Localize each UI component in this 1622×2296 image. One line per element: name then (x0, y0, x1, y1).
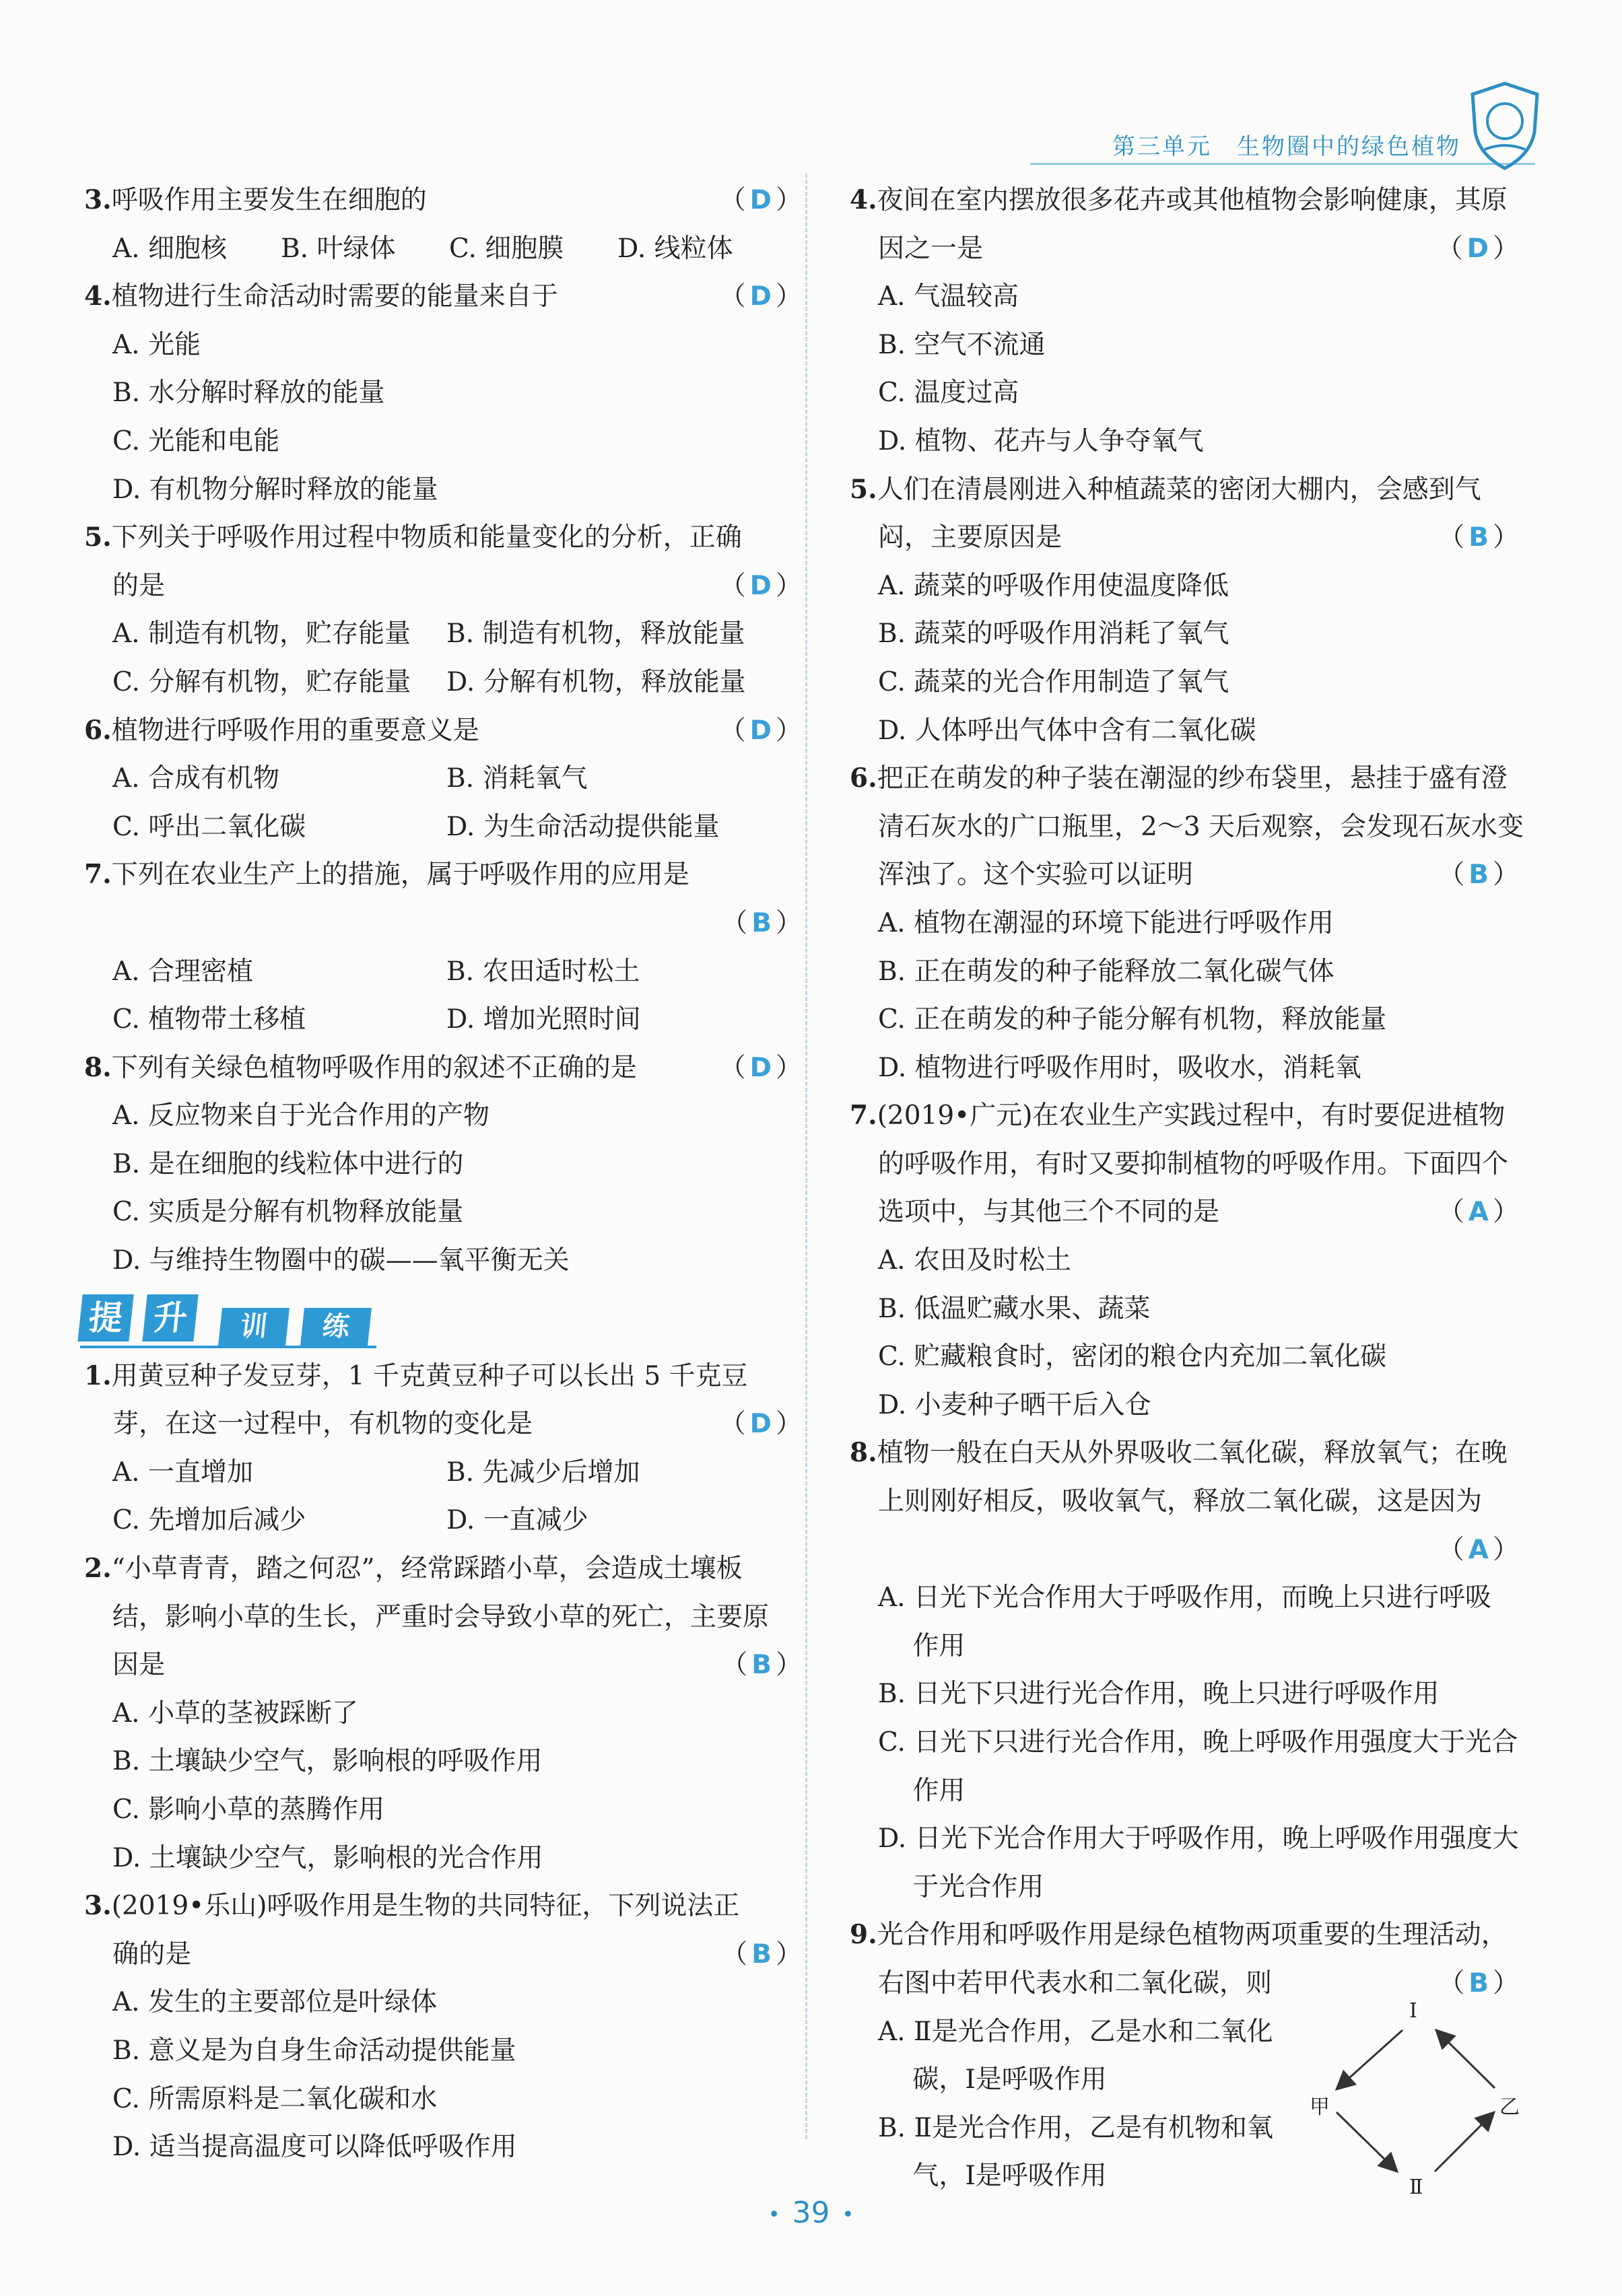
answer-bracket: （D） (719, 570, 806, 601)
answer-bracket: （D） (719, 1409, 806, 1440)
option: A. Ⅱ是光合作用，乙是水和二氧化 (878, 2016, 1273, 2047)
question-text: 植物进行生命活动时需要的能量来自于 (111, 281, 558, 312)
option: D. 小麦种子晒干后入仓 (878, 1389, 1151, 1420)
question-stem-line (84, 1545, 811, 1593)
option: C. 呼出二氧化碳 (112, 811, 306, 842)
option: A. 气温较高 (878, 281, 1019, 312)
answer-bracket: （B） (721, 1939, 806, 1970)
option: C. 温度过高 (878, 378, 1019, 409)
option: 作用 (878, 1775, 966, 1806)
page-number: • 39 • (768, 2196, 854, 2230)
answer-letter: D (749, 570, 776, 601)
question-number: 2. (84, 1553, 112, 1585)
question (84, 1044, 811, 1285)
page-header (1030, 128, 1535, 162)
options-row (84, 1449, 811, 1497)
question-text: 浑浊了。这个实验可以证明 (878, 860, 1194, 891)
options-row (84, 658, 811, 707)
answer-bracket: （D） (719, 281, 806, 312)
question-text: 闷，主要原因是 (878, 522, 1062, 553)
question-stem-line (850, 225, 1528, 273)
question-number: 4. (84, 281, 112, 312)
answer-letter: B (751, 1939, 776, 1970)
answer-bracket: （A） (1438, 1197, 1523, 1228)
question-stem-line (84, 1044, 811, 1092)
option: D. 人体呼出气体中含有二氧化碳 (878, 715, 1256, 746)
question-stem-line (850, 1092, 1528, 1140)
option: C. 蔬菜的光合作用制造了氧气 (878, 666, 1229, 697)
answer-letter: D (749, 1409, 776, 1440)
question-stem-line (850, 851, 1528, 899)
option: A. 蔬菜的呼吸作用使温度降低 (878, 570, 1229, 601)
question-number: 6. (850, 763, 877, 794)
question-text: 结，影响小草的生长，严重时会导致小草的死亡，主要原 (112, 1601, 770, 1632)
question (850, 1429, 1528, 1911)
question-text: 人们在清晨刚进入种植蔬菜的密闭大棚内，会感到气 (877, 474, 1481, 505)
answer-letter: B (1468, 522, 1493, 553)
question-text: 因是 (112, 1650, 166, 1681)
question-number: 3. (84, 184, 112, 215)
option: A. 细胞核 (112, 233, 227, 264)
question-text: 把正在萌发的种子装在潮湿的纱布袋里，悬挂于盛有澄 (877, 763, 1508, 794)
option: C. 先增加后减少 (112, 1505, 306, 1536)
question-stem-line (84, 176, 811, 225)
answer-bracket: （B） (1438, 522, 1523, 553)
option: B. 先减少后增加 (446, 1457, 640, 1488)
answer-letter: D (749, 1052, 776, 1083)
question-text: 植物一般在白天从外界吸收二氧化碳，释放氧气；在晚 (877, 1438, 1508, 1469)
question-stem-line (84, 273, 811, 321)
option: C. 所需原料是二氧化碳和水 (112, 2083, 438, 2114)
cycle-arrows-icon (1303, 1999, 1525, 2201)
question (84, 514, 811, 706)
question-number: 5. (850, 473, 877, 505)
question-stem-line (84, 1400, 811, 1449)
answer-letter: D (749, 185, 776, 215)
question-text: 呼吸作用主要发生在细胞的 (111, 185, 427, 215)
diagram-label-left: 甲 (1310, 2095, 1330, 2119)
option: 碳，Ⅰ是呼吸作用 (878, 2064, 1107, 2095)
question-text: 上则刚好相反，吸收氧气，释放二氧化碳，这是因为 (878, 1486, 1483, 1517)
question-text: (2019•广元)在农业生产实践过程中，有时要促进植物 (877, 1101, 1506, 1132)
page-number-text: 39 (792, 2196, 830, 2230)
option: D. 为生命活动提供能量 (446, 811, 720, 842)
question-number: 7. (84, 859, 112, 891)
question (84, 851, 811, 1043)
answer-bracket: （B） (721, 907, 806, 938)
question (84, 1882, 811, 2171)
unit-title: 第三单元 生物圈中的绿色植物 (1112, 133, 1461, 160)
question-stem-line (84, 1593, 811, 1642)
question-stem-line (850, 176, 1528, 225)
answer-bracket: （B） (1438, 860, 1523, 891)
answer-letter: D (1466, 233, 1493, 264)
question-stem-line (850, 1429, 1528, 1477)
question-text: 右图中若甲代表水和二氧化碳，则 (878, 1968, 1273, 1998)
option: A. 反应物来自于光合作用的产物 (112, 1101, 489, 1132)
question-text: 下列有关绿色植物呼吸作用的叙述不正确的是 (111, 1052, 637, 1083)
option: B. 正在萌发的种子能释放二氧化碳气体 (878, 956, 1334, 987)
question-stem-line (84, 1352, 811, 1401)
option: D. 一直减少 (446, 1505, 588, 1536)
answer-bracket: （D） (719, 1052, 806, 1083)
option: B. 空气不流通 (878, 329, 1046, 360)
option: B. 土壤缺少空气，影响根的呼吸作用 (112, 1746, 543, 1777)
photosynthesis-respiration-diagram (1303, 1999, 1525, 2201)
answer-bracket: （D） (719, 715, 806, 746)
option: 于光合作用 (878, 1871, 1044, 1902)
option: D. 增加光照时间 (446, 1004, 641, 1035)
answer-letter: D (749, 715, 776, 746)
option: A. 光能 (112, 329, 201, 360)
question-text: 确的是 (112, 1939, 192, 1970)
question-text: “小草青青，踏之何忍”，经常踩踏小草，会造成土壤板 (111, 1554, 743, 1585)
option: C. 日光下只进行光合作用，晚上呼吸作用强度大于光合 (878, 1727, 1518, 1758)
options-row (84, 610, 811, 658)
answer-bracket: （B） (721, 1650, 806, 1681)
option: 作用 (878, 1630, 966, 1661)
option: B. 制造有机物，释放能量 (446, 619, 745, 650)
option: D. 土壤缺少空气，影响根的光合作用 (112, 1842, 543, 1873)
question-stem-line (850, 755, 1528, 803)
question-stem-line (850, 1140, 1528, 1189)
question-number: 6. (84, 714, 112, 746)
question (850, 1092, 1528, 1429)
question (84, 1352, 811, 1545)
option: B. 蔬菜的呼吸作用消耗了氧气 (878, 619, 1229, 650)
question-text: 选项中，与其他三个不同的是 (878, 1197, 1220, 1228)
option: D. 与维持生物圈中的碳——氧平衡无关 (112, 1245, 570, 1276)
option: C. 细胞膜 (449, 233, 564, 264)
section-badge: 升 (142, 1294, 198, 1342)
answer-letter: B (751, 1650, 776, 1681)
options-row (84, 755, 811, 803)
question-text: 植物进行呼吸作用的重要意义是 (111, 715, 479, 746)
answer-letter: A (1468, 1534, 1493, 1565)
section-badge: 训 (218, 1308, 290, 1346)
question-number: 1. (84, 1360, 112, 1391)
question-text: 下列在农业生产上的措施，属于呼吸作用的应用是 (111, 860, 689, 891)
question-stem-line (84, 1930, 811, 1979)
option: C. 正在萌发的种子能分解有机物，释放能量 (878, 1004, 1387, 1035)
question-stem-line (84, 851, 811, 899)
answer-bracket: （A） (1438, 1534, 1523, 1565)
diagram-label-right: 乙 (1499, 2095, 1520, 2119)
question-stem-line (84, 899, 811, 948)
question-number: 8. (84, 1051, 112, 1083)
answer-bracket: （D） (1436, 233, 1523, 264)
option: D. 线粒体 (617, 233, 733, 264)
section-rule (80, 1346, 376, 1348)
answer-letter: B (1468, 860, 1493, 891)
question-stem-line (850, 1477, 1528, 1526)
left-column (84, 176, 811, 2171)
option: D. 植物、花卉与人争夺氧气 (878, 425, 1204, 456)
options-row (84, 225, 811, 273)
question (850, 755, 1528, 1092)
answer-letter: B (751, 907, 776, 938)
header-rule (1030, 163, 1535, 165)
shield-logo-icon (1464, 79, 1545, 174)
question-text: 光合作用和呼吸作用是绿色植物两项重要的生理活动， (877, 1920, 1508, 1951)
question-text: 夜间在室内摆放很多花卉或其他植物会影响健康，其原 (877, 185, 1508, 215)
question (850, 466, 1528, 755)
question-stem-line (84, 707, 811, 755)
question-stem-line (84, 562, 811, 611)
diagram-label-bottom: Ⅱ (1409, 2176, 1423, 2199)
option: B. 叶绿体 (281, 233, 396, 264)
diagram-label-top: Ⅰ (1409, 1999, 1417, 2023)
question-text: 因之一是 (878, 233, 984, 264)
option: B. 消耗氧气 (446, 763, 588, 794)
question-text: 的呼吸作用，有时又要抑制植物的呼吸作用。下面四个 (878, 1148, 1509, 1179)
option: D. 有机物分解时释放的能量 (112, 474, 438, 505)
question-number: 4. (850, 184, 877, 215)
option: C. 光能和电能 (112, 425, 280, 456)
option: A. 制造有机物，贮存能量 (112, 619, 411, 650)
question-text: 芽，在这一过程中，有机物的变化是 (112, 1409, 533, 1440)
option: A. 一直增加 (112, 1457, 253, 1488)
option: C. 影响小草的蒸腾作用 (112, 1795, 385, 1825)
option: A. 农田及时松土 (878, 1245, 1071, 1276)
question-text: (2019•乐山)呼吸作用是生物的共同特征，下列说法正 (111, 1891, 740, 1922)
option: B. 水分解时释放的能量 (112, 378, 385, 409)
question-stem-line (850, 1526, 1528, 1574)
option: D. 适当提高温度可以降低呼吸作用 (112, 2132, 517, 2163)
section-title-improvement (80, 1285, 811, 1352)
option: C. 分解有机物，贮存能量 (112, 666, 411, 697)
question-number: 5. (84, 522, 112, 553)
option: A. 发生的主要部位是叶绿体 (112, 1987, 437, 2018)
option: A. 合理密植 (112, 956, 253, 987)
answer-letter: D (749, 281, 776, 312)
question (84, 707, 811, 851)
option: C. 植物带土移植 (112, 1004, 306, 1035)
question-stem-line (84, 1641, 811, 1690)
options-row (84, 803, 811, 851)
question (84, 1545, 811, 1882)
question-number: 3. (84, 1890, 112, 1922)
question-stem-line (84, 514, 811, 562)
answer-letter: B (1468, 1968, 1493, 1998)
section-badge: 练 (300, 1308, 372, 1346)
question-stem-line (850, 1188, 1528, 1237)
answer-bracket: （B） (1438, 1968, 1523, 1998)
option: C. 贮藏粮食时，密闭的粮仓内充加二氧化碳 (878, 1342, 1387, 1372)
option: 气，Ⅰ是呼吸作用 (878, 2161, 1107, 2192)
options-row (84, 948, 811, 996)
question-stem-line (850, 803, 1528, 851)
option: B. 是在细胞的线粒体中进行的 (112, 1148, 464, 1179)
question-number: 7. (850, 1100, 877, 1132)
question (84, 273, 811, 514)
question-text: 清石灰水的广口瓶里，2～3 天后观察，会发现石灰水变 (878, 811, 1524, 842)
question-stem-line (84, 1882, 811, 1930)
option: A. 日光下光合作用大于呼吸作用，而晚上只进行呼吸 (878, 1582, 1491, 1613)
question-number: 9. (850, 1919, 877, 1951)
option: A. 植物在潮湿的环境下能进行呼吸作用 (878, 907, 1334, 938)
question (84, 176, 811, 273)
option: A. 合成有机物 (112, 763, 279, 794)
option: C. 实质是分解有机物释放能量 (112, 1197, 464, 1228)
question-text: 下列关于呼吸作用过程中物质和能量变化的分析，正确 (111, 522, 742, 553)
option: B. 意义是为自身生命活动提供能量 (112, 2035, 516, 2066)
option: B. Ⅱ是光合作用，乙是有机物和氧 (878, 2112, 1273, 2143)
question-number: 8. (850, 1437, 877, 1469)
right-column (850, 176, 1528, 2200)
answer-bracket: （D） (719, 185, 806, 215)
options-row (84, 996, 811, 1044)
option: D. 日光下光合作用大于呼吸作用，晚上呼吸作用强度大 (878, 1823, 1519, 1854)
section-badge: 提 (77, 1294, 133, 1342)
question-stem-line (850, 466, 1528, 514)
question-stem-line (850, 1911, 1528, 1959)
question-text: 用黄豆种子发豆芽，1 千克黄豆种子可以长出 5 千克豆 (111, 1360, 748, 1391)
option: B. 低温贮藏水果、蔬菜 (878, 1293, 1151, 1324)
answer-letter: A (1468, 1197, 1493, 1228)
option: D. 植物进行呼吸作用时，吸收水，消耗氧 (878, 1052, 1361, 1083)
question-stem-line (850, 514, 1528, 562)
question (850, 176, 1528, 466)
options-row (84, 1496, 811, 1545)
question-text: 的是 (112, 570, 166, 601)
option: B. 农田适时松土 (446, 956, 640, 987)
option: B. 日光下只进行光合作用，晚上只进行呼吸作用 (878, 1679, 1440, 1710)
option: A. 小草的茎被踩断了 (112, 1698, 358, 1729)
option: D. 分解有机物，释放能量 (446, 666, 746, 697)
